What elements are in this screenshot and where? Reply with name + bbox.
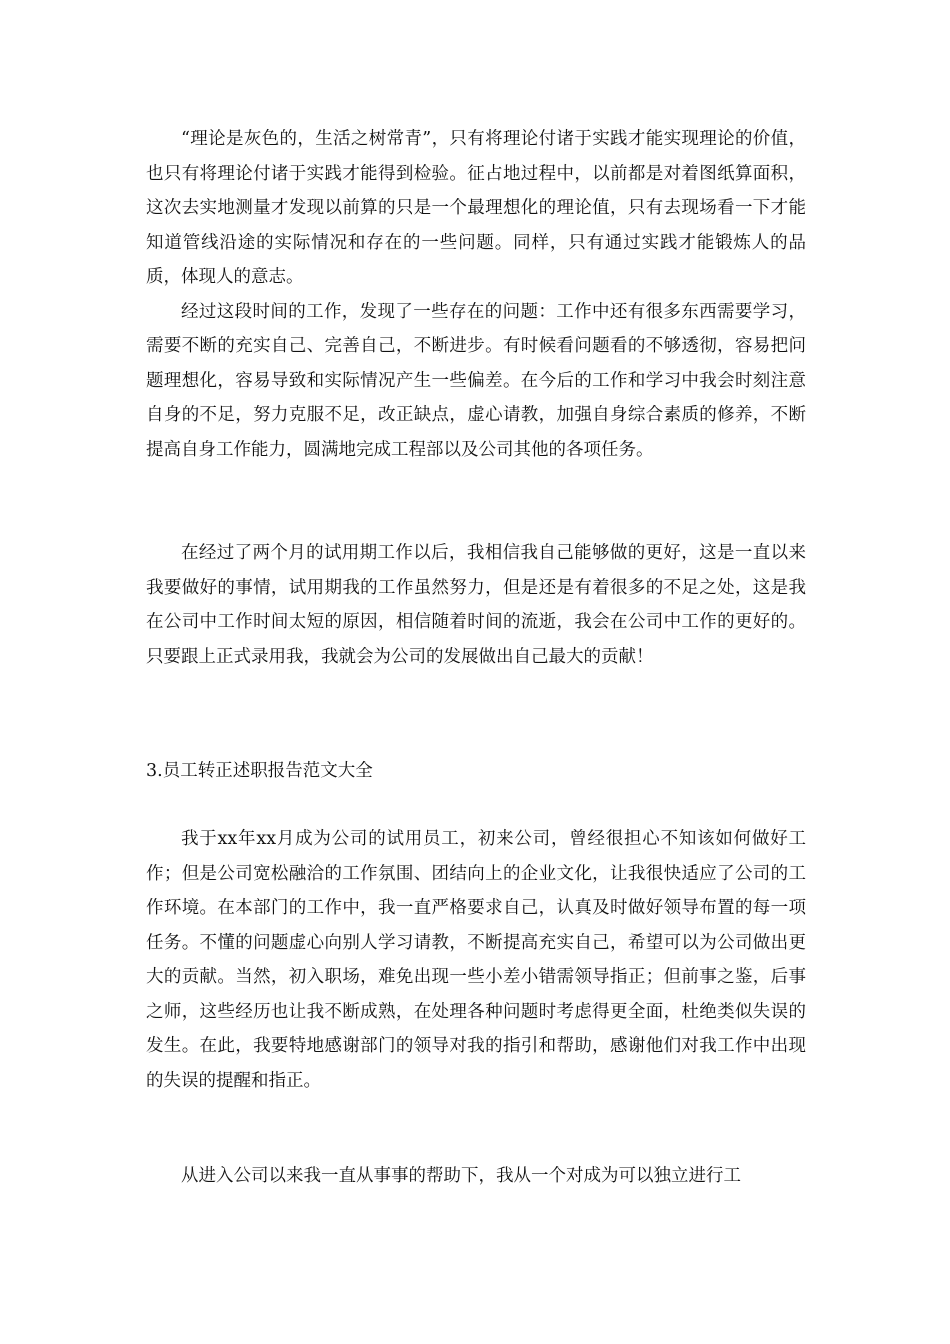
paragraph-probation-summary: 在经过了两个月的试用期工作以后，我相信我自己能够做的更好，这是一直以来我要做好的事情，试用期我的工作虽然努力，但是还是有着很多的不足之处，这是我在公司中工作时间太短的原因，相信随着时间的流逝，我会在公司中工作的更好的。只要跟上正式录用我，我就会为公司的发展做出自己最大的贡献！ — [146, 543, 806, 667]
paragraph-joining-company: 我于xx年xx月成为公司的试用员工，初来公司，曾经很担心不知该如何做好工作；但是公司宽松融洽的工作氛围、团结向上的企业文化，让我很快适应了公司的工作环境。在本部门的工作中，我一直严格要求自己，认真及时做好领导布置的每一项任务。不懂的问题虚心向别人学习请教，不断提高充实自己，希望可以为公司做出更大的贡献。当然，初入职场，难免出现一些小差小错需领导指正；但前事之鉴，后事之师，这些经历也让我不断成熟，在处理各种问题时考虑得更全面，杜绝类似失误的发生。在此，我要特地感谢部门的领导对我的指引和帮助，感谢他们对我工作中出现的失误的提醒和指正。 — [146, 829, 806, 1091]
paragraph-problems-found: 经过这段时间的工作，发现了一些存在的问题：工作中还有很多东西需要学习，需要不断的充实自己、完善自己，不断进步。有时候看问题看的不够透彻，容易把问题理想化，容易导致和实际情况产生一些偏差。在今后的工作和学习中我会时刻注意自身的不足，努力克服不足，改正缺点，虚心请教，加强自身综合素质的修养，不断提高自身工作能力，圆满地完成工程部以及公司其他的各项任务。 — [146, 301, 806, 460]
paragraph-since-joining: 从进入公司以来我一直从事事的帮助下，我从一个对成为可以独立进行工 — [181, 1166, 741, 1186]
section-heading: 3.员工转正述职报告范文大全 — [146, 761, 373, 781]
paragraph-theory-practice: “理论是灰色的，生活之树常青”，只有将理论付诸于实践才能实现理论的价值，也只有将理论付诸于实践才能得到检验。征占地过程中，以前都是对着图纸算面积，这次去实地测量才发现以前算的只是一个最理想化的理论值，只有去现场看一下才能知道管线沿途的实际情况和存在的一些问题。同样，只有通过实践才能锻炼人的品质，体现人的意志。 — [146, 129, 806, 287]
